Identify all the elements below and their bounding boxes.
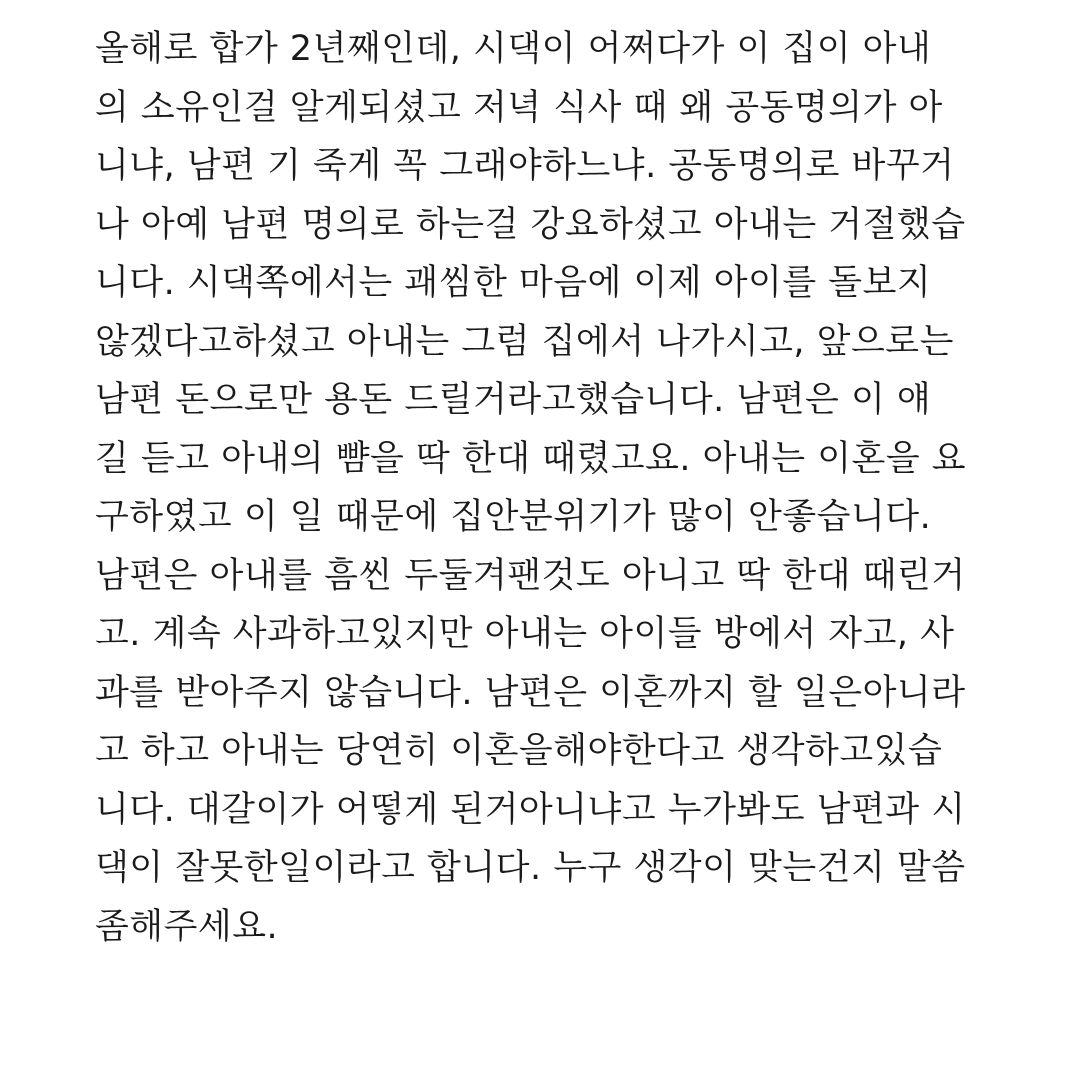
text-line: 올해로 합가 2년째인데, 시댁이 어쩌다가 이 집이 아내 <box>95 29 932 69</box>
text-line: 과를 받아주지 않습니다. 남편은 이혼까지 할 일은아니라 <box>95 672 966 713</box>
text-line: 남편 돈으로만 용돈 드릴거라고했습니다. 남편은 이 얘 <box>95 380 932 420</box>
text-line: 고 하고 아내는 당연히 이혼을해야한다고 생각하고있습 <box>95 731 943 771</box>
text-line: 고. 계속 사과하고있지만 아내는 아이들 방에서 자고, 사 <box>95 614 955 654</box>
text-line: 니냐, 남편 기 죽게 꼭 그래야하느냐. 공동명의로 바꾸거 <box>95 146 955 186</box>
text-line: 나 아예 남편 명의로 하는걸 강요하셨고 아내는 거절했습 <box>95 204 966 245</box>
text-line: 니다. 대갈이가 어떻게 된거아니냐고 누가봐도 남편과 시 <box>95 789 966 830</box>
text-line: 댁이 잘못한일이라고 합니다. 누구 생각이 맞는건지 말씀 <box>95 848 966 888</box>
text-line: 않겠다고하셨고 아내는 그럼 집에서 나가시고, 앞으로는 <box>95 321 954 362</box>
text-line: 의 소유인걸 알게되셨고 저녁 식사 때 왜 공동명의가 아 <box>95 87 943 128</box>
text-line: 남편은 아내를 흠씬 두둘겨팬것도 아니고 딱 한대 때린거 <box>95 555 966 596</box>
post-body-text <box>95 20 995 1080</box>
text-line: 구하였고 이 일 때문에 집안분위기가 많이 안좋습니다. <box>95 497 932 537</box>
text-line: 길 듣고 아내의 뺨을 딱 한대 때렸고요. 아내는 이혼을 요 <box>95 438 967 479</box>
text-line: 니다. 시댁쪽에서는 괘씸한 마음에 이제 아이를 돌보지 <box>95 263 932 303</box>
text-line: 좀해주세요. <box>95 906 279 947</box>
